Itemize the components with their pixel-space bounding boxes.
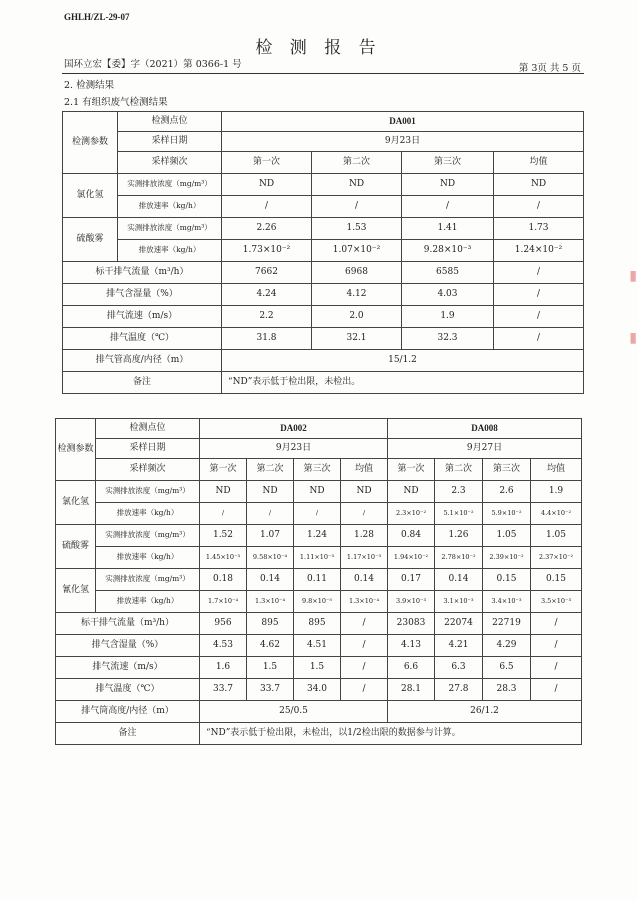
header-date: 采样日期 [118,132,222,152]
table-cell: 2.0 [312,306,402,328]
table-cell: 2.2 [222,306,312,328]
table-row [56,481,582,503]
table-cell: / [531,657,582,679]
group-name: 氯化氢 [63,174,118,218]
row-label: 排放速率（kg/h） [96,503,200,525]
point-da008: DA008 [388,419,582,439]
table-row [63,328,584,350]
group-name: 硫酸雾 [63,218,118,262]
group-name: 氯化氢 [56,481,96,525]
table-cell: 1.28 [341,525,388,547]
table-cell: / [531,635,582,657]
table-cell: 1.24×10⁻² [494,240,584,262]
table-cell: 33.7 [247,679,294,701]
table-cell: / [402,196,494,218]
table-cell: 6.5 [483,657,531,679]
table-cell: 0.84 [388,525,435,547]
freq-cell: 第一次 [388,459,435,481]
freq-cell: 均值 [341,459,388,481]
header-rule [62,73,584,74]
table-cell: / [294,503,341,525]
table-cell: / [494,306,584,328]
row-label: 实测排放浓度（mg/m³） [96,569,200,591]
table-cell: / [312,196,402,218]
row-label: 排放速率（kg/h） [118,196,222,218]
seal-stamp-fragment: ▮ [629,330,637,346]
table-cell: 0.15 [483,569,531,591]
table-cell: 1.9 [402,306,494,328]
table-cell: 1.53 [312,218,402,240]
table-cell: 1.24 [294,525,341,547]
table-cell: 6.3 [435,657,483,679]
remark-label: 备注 [63,372,222,394]
table-row [56,547,582,569]
table-cell: 0.14 [247,569,294,591]
table-cell: 0.11 [294,569,341,591]
row-label: 实测排放浓度（mg/m³） [96,525,200,547]
table-row [56,569,582,591]
table-cell: / [494,328,584,350]
row-label: 排气管高度/内径（m） [63,350,222,372]
table-cell: 0.17 [388,569,435,591]
table-da001 [62,111,584,394]
table-cell: 2.26 [222,218,312,240]
table-cell: 4.53 [200,635,247,657]
table-cell: 0.15 [531,569,582,591]
table-cell: / [494,284,584,306]
table-cell: 1.94×10⁻² [388,547,435,569]
row-label: 排气温度（℃） [63,328,222,350]
table-cell: 1.73 [494,218,584,240]
header-date: 采样日期 [96,439,200,459]
page-title: 检 测 报 告 [255,38,382,58]
table-cell: 9.58×10⁻⁴ [247,547,294,569]
row-label: 排气含湿量（%） [63,284,222,306]
table-cell: 9.8×10⁻⁵ [294,591,341,613]
row-label: 实测排放浓度（mg/m³） [96,481,200,503]
table-row [56,613,582,635]
table-row [63,218,584,240]
table-cell: 3.9×10⁻³ [388,591,435,613]
table-cell: 27.8 [435,679,483,701]
table-cell: / [494,262,584,284]
table-row [63,350,584,372]
table-cell: 4.21 [435,635,483,657]
header-param: 检测参数 [63,112,118,174]
sample-date: 9月23日 [222,132,584,152]
table-cell: / [531,613,582,635]
table-cell: 3.4×10⁻³ [483,591,531,613]
table-row [56,657,582,679]
seal-stamp-fragment: ▮ [629,268,637,284]
table-cell: 4.62 [247,635,294,657]
table-cell: 895 [247,613,294,635]
table-cell: 1.05 [483,525,531,547]
table-cell: 4.13 [388,635,435,657]
table-cell: 9.28×10⁻³ [402,240,494,262]
table-cell: 1.5 [247,657,294,679]
point-da001: DA001 [222,112,584,132]
header-point: 检测点位 [118,112,222,132]
report-number: 国环立宏【委】字（2021）第 0366-1 号 [64,59,242,70]
header-freq: 采样频次 [118,152,222,174]
table-row [63,196,584,218]
table-cell: 26/1.2 [388,701,582,723]
table-cell: / [494,196,584,218]
table-row [56,679,582,701]
table-cell: 1.07 [247,525,294,547]
remark-label: 备注 [56,723,200,745]
table-cell: / [341,657,388,679]
table-cell: 1.45×10⁻³ [200,547,247,569]
table-cell: / [531,679,582,701]
table-cell: 32.3 [402,328,494,350]
table-row [56,635,582,657]
table-cell: 1.3×10⁻⁴ [341,591,388,613]
table-cell: 3.1×10⁻³ [435,591,483,613]
table-cell: 1.52 [200,525,247,547]
row-label: 排气流速（m/s） [56,657,200,679]
table-cell: ND [312,174,402,196]
table-cell: 32.1 [312,328,402,350]
table-cell: 2.78×10⁻² [435,547,483,569]
table-cell: 34.0 [294,679,341,701]
table-cell: 0.14 [341,569,388,591]
table-cell: ND [222,174,312,196]
table-cell: 1.07×10⁻² [312,240,402,262]
row-label: 排气筒高度/内径（m） [56,701,200,723]
row-label: 排放速率（kg/h） [96,547,200,569]
point-da002: DA002 [200,419,388,439]
table-cell: 2.6 [483,481,531,503]
table-cell: 6968 [312,262,402,284]
freq-cell: 第二次 [435,459,483,481]
table-cell: 28.1 [388,679,435,701]
freq-cell: 第三次 [294,459,341,481]
table-cell: 895 [294,613,341,635]
table-row [56,591,582,613]
table-cell: 5.9×10⁻² [483,503,531,525]
table-row [63,262,584,284]
remark-text: “ND”表示低于检出限，未检出，以1/2检出限的数据参与计算。 [200,723,582,745]
document-code: GHLH/ZL-29-07 [64,12,130,22]
table-cell: 1.26 [435,525,483,547]
table-row [63,372,584,394]
table-row [56,503,582,525]
table-cell: 28.3 [483,679,531,701]
freq-cell: 第一次 [200,459,247,481]
page-number: 第 3页 共 5 页 [518,63,581,74]
header-param: 检测参数 [56,419,96,481]
table-cell: 22074 [435,613,483,635]
table-cell: ND [388,481,435,503]
table-cell: / [247,503,294,525]
header-point: 检测点位 [96,419,200,439]
freq-cell: 第一次 [222,152,312,174]
table-cell: 6.6 [388,657,435,679]
table-cell: 15/1.2 [222,350,584,372]
table-cell: 22719 [483,613,531,635]
row-label: 排气流速（m/s） [63,306,222,328]
table-da002-da008 [55,418,582,745]
table-cell: 4.29 [483,635,531,657]
remark-text: “ND”表示低于检出限，未检出。 [222,372,584,394]
table-cell: 4.24 [222,284,312,306]
table-cell: 1.6 [200,657,247,679]
row-label: 排放速率（kg/h） [118,240,222,262]
header-freq: 采样频次 [96,459,200,481]
table-cell: 0.18 [200,569,247,591]
table-cell: / [341,503,388,525]
table-cell: 1.17×10⁻³ [341,547,388,569]
row-label: 排气含湿量（%） [56,635,200,657]
table-cell: 4.51 [294,635,341,657]
table-cell: / [200,503,247,525]
row-label: 标干排气流量（m³/h） [56,613,200,635]
table-cell: / [341,679,388,701]
freq-cell: 第二次 [312,152,402,174]
table-row [63,174,584,196]
table-cell: 3.5×10⁻³ [531,591,582,613]
table-cell: / [341,635,388,657]
table-cell: 4.4×10⁻² [531,503,582,525]
freq-cell: 第三次 [483,459,531,481]
table-cell: ND [200,481,247,503]
row-label: 排放速率（kg/h） [96,591,200,613]
table-cell: ND [402,174,494,196]
row-label: 实测排放浓度（mg/m³） [118,174,222,196]
table-cell: 4.03 [402,284,494,306]
freq-cell: 均值 [494,152,584,174]
table-cell: ND [494,174,584,196]
table-cell: 0.14 [435,569,483,591]
table-cell: 1.3×10⁻⁴ [247,591,294,613]
freq-cell: 均值 [531,459,582,481]
table-cell: 25/0.5 [200,701,388,723]
table-cell: 956 [200,613,247,635]
table-cell: 1.05 [531,525,582,547]
table-cell: 5.1×10⁻² [435,503,483,525]
table-cell: 2.39×10⁻² [483,547,531,569]
table-cell: 1.73×10⁻² [222,240,312,262]
table-row [56,525,582,547]
table-cell: 4.12 [312,284,402,306]
table-row [63,284,584,306]
table-cell: 2.37×10⁻² [531,547,582,569]
row-label: 排气温度（℃） [56,679,200,701]
table-row [56,701,582,723]
freq-cell: 第三次 [402,152,494,174]
table-cell: 1.11×10⁻³ [294,547,341,569]
sample-date: 9月27日 [388,439,582,459]
table-row [63,240,584,262]
table-cell: ND [341,481,388,503]
table-row [56,723,582,745]
table-cell: 7662 [222,262,312,284]
group-name: 氰化氢 [56,569,96,613]
table-cell: 31.8 [222,328,312,350]
freq-cell: 第二次 [247,459,294,481]
table-cell: / [222,196,312,218]
table-cell: 33.7 [200,679,247,701]
table-cell: ND [247,481,294,503]
section-title: 2. 检测结果 [64,80,115,91]
table-cell: ND [294,481,341,503]
subsection-title: 2.1 有组织废气检测结果 [64,97,168,108]
group-name: 硫酸雾 [56,525,96,569]
sample-date: 9月23日 [200,439,388,459]
table-row [63,306,584,328]
table-cell: 2.3 [435,481,483,503]
table-cell: 1.9 [531,481,582,503]
table-cell: 1.41 [402,218,494,240]
table-cell: / [341,613,388,635]
table-cell: 6585 [402,262,494,284]
table-cell: 1.7×10⁻⁴ [200,591,247,613]
table-cell: 23083 [388,613,435,635]
row-label: 标干排气流量（m³/h） [63,262,222,284]
table-cell: 2.3×10⁻² [388,503,435,525]
table-cell: 1.5 [294,657,341,679]
row-label: 实测排放浓度（mg/m³） [118,218,222,240]
